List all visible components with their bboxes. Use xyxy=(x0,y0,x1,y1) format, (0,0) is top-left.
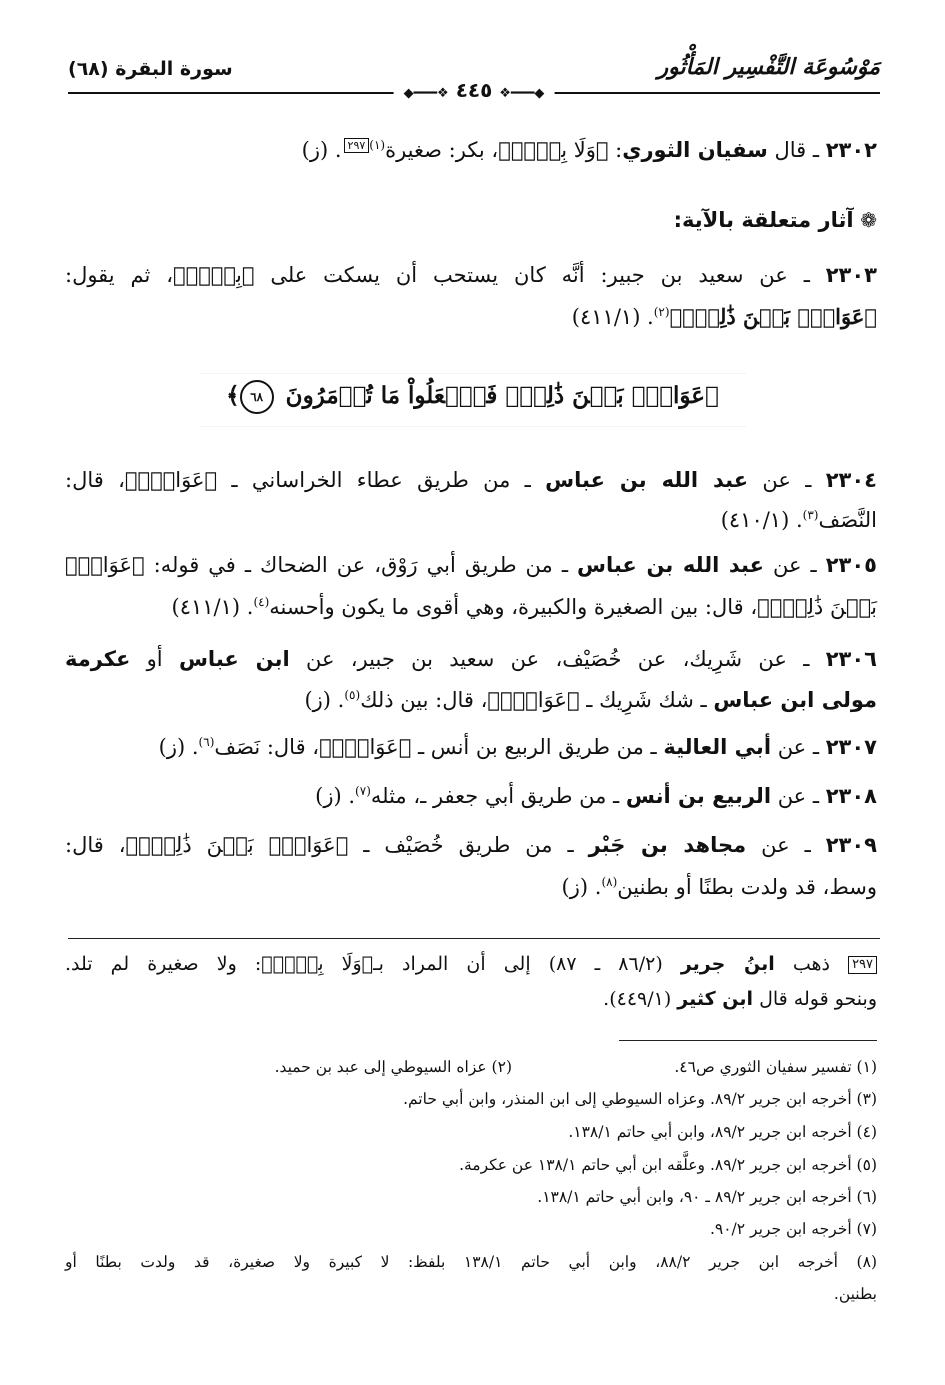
narrator-name: مجاهد بن جَبْر xyxy=(588,833,747,857)
footnote-ref[interactable]: (٤) xyxy=(253,595,270,609)
ornament-icon: ❖━━━◆ xyxy=(403,86,449,101)
text: ـ من طريق الربيع بن أنس ـ ﴿عَوَانُۢ﴾، قال: نَصَف xyxy=(214,735,664,759)
paragraph-2309-line2 xyxy=(65,870,877,904)
footnote-ref[interactable]: (٣) xyxy=(802,508,819,522)
text: وسط، قد ولدت بطنًا أو بطنين xyxy=(617,875,877,899)
entry-number: ٢٣٠٢ xyxy=(825,138,877,162)
paragraph-2302 xyxy=(65,133,877,167)
narrator-name: الربيع بن أنس xyxy=(625,784,772,808)
text: ـ عن xyxy=(771,735,826,759)
page-number: ٤٤٥ xyxy=(455,78,493,102)
text: . (ز) xyxy=(315,784,356,808)
text: ـ عن xyxy=(763,553,826,577)
narrator-name: عبد الله بن عباس xyxy=(545,468,749,492)
text: ـ من طريق أبي جعفر ـ، مثله xyxy=(370,784,626,808)
text: . (ز) xyxy=(561,875,602,899)
quran-verse xyxy=(0,380,945,414)
footnote-ref[interactable]: (١) xyxy=(369,138,386,152)
verse-close: ﴾ xyxy=(226,382,240,409)
text: . (ز) xyxy=(301,138,342,162)
paragraph-2304-line2 xyxy=(65,503,877,537)
text: ـ عن سعيد بن جبير: أنَّه كان يستحب أن يسكت على ﴿بِكۡرٞ﴾، ثم يقول: xyxy=(65,263,826,287)
scholar-name: ابنُ جرير xyxy=(680,953,775,975)
paragraph-2305-line2 xyxy=(65,590,877,624)
ornament-icon: ◆━━━❖ xyxy=(499,86,545,101)
narrator-name: عبد الله بن عباس xyxy=(577,553,764,577)
footnote-5: (٥) أخرجه ابن جرير ٨٩/٢. وعلَّقه ابن أبي حاتم ١٣٨/١ عن عكرمة. xyxy=(459,1156,877,1174)
footnote-4: (٤) أخرجه ابن جرير ٨٩/٢، وابن أبي حاتم ١٣٨/١. xyxy=(568,1123,877,1141)
narrator-name: ابن عباس xyxy=(178,647,290,671)
paragraph-2306-line2 xyxy=(65,683,877,717)
ayah-number-icon: ٦٨ xyxy=(240,380,274,414)
text: (٤٤٩/١). xyxy=(603,988,678,1010)
text: ـ من طريق خُصَيْف ـ ﴿عَوَانُۢ بَيۡنَ ذَٰلِكَۖ﴾، قال: xyxy=(65,833,589,857)
paragraph-2309-line1 xyxy=(65,828,877,862)
footnote-8: (٨) أخرجه ابن جرير ٨٨/٢، وابن أبي حاتم ١٣٨/١ بلفظ: لا كبيرة ولا صغيرة، قد ولدت بطنًا أو xyxy=(65,1253,877,1271)
text: أو xyxy=(130,647,179,671)
narrator-name: عكرمة xyxy=(65,647,131,671)
paragraph-2303-line2 xyxy=(65,300,877,334)
text: . (ز) xyxy=(304,688,345,712)
footnote-1: (١) تفسير سفيان الثوري ص٤٦. xyxy=(674,1058,877,1076)
entry-number: ٢٣٠٦ xyxy=(825,647,877,671)
paragraph-2305-line1 xyxy=(65,548,877,582)
text: ـ عن xyxy=(748,468,826,492)
scholar-name: ابن كثير xyxy=(677,988,754,1010)
paragraph-2304-line1 xyxy=(65,463,877,497)
text: ـ قال xyxy=(767,138,826,162)
page-header xyxy=(68,52,880,112)
athar-heading xyxy=(65,203,877,237)
paragraph-2306-line1 xyxy=(65,642,877,676)
entry-number: ٢٣٠٧ xyxy=(825,735,877,759)
text: . (ز) xyxy=(158,735,199,759)
text: النَّصَف xyxy=(818,508,877,532)
paragraph-2308 xyxy=(65,779,877,813)
narrator-name: أبي العالية xyxy=(663,735,772,759)
paragraph-2307 xyxy=(65,730,877,764)
footnote-ref[interactable]: (٧) xyxy=(355,784,371,798)
text: . (٤١١/١) xyxy=(171,595,254,619)
paragraph-2303-line1 xyxy=(65,258,877,292)
text: : ﴿وَلَا بِكۡرٞ﴾، بكر: صغيرة xyxy=(385,138,623,162)
side-note-line1 xyxy=(65,947,877,981)
footnote-ref[interactable]: (٨) xyxy=(601,875,618,889)
text: ـ عن شَرِيك، عن خُصَيْف، عن سعيد بن جبير، عن xyxy=(289,647,826,671)
entry-number: ٢٣٠٤ xyxy=(825,468,877,492)
side-note-line2 xyxy=(65,982,877,1016)
entry-number: ٢٣٠٨ xyxy=(825,784,877,808)
quran-quote: ﴿عَوَانُۢ بَيۡنَ ذَٰلِكَۖ﴾ xyxy=(669,304,877,329)
text: ـ عن xyxy=(746,833,826,857)
book-title: مَوْسُوعَة التَّفْسِير المَأْثُور xyxy=(657,54,880,80)
text: ـ عن xyxy=(771,784,826,808)
text: ـ من طريق عطاء الخراساني ـ ﴿عَوَانُۢ﴾، قال: xyxy=(65,468,546,492)
note-box-ref[interactable]: ٢٩٧ xyxy=(344,138,370,153)
text: (٨٦/٢ ـ ٨٧) إلى أن المراد بـ﴿وَلَا بِكۡرٞ﴾: ولا صغيرة لم تلد. xyxy=(65,953,681,975)
text: وبنحو قوله قال xyxy=(753,988,877,1010)
text: ـ من طريق أبي رَوْق، عن الضحاك ـ في قوله: ﴿عَوَانُۢ xyxy=(65,553,577,577)
text: ذهب xyxy=(774,953,849,975)
text: بَيۡنَ ذَٰلِكَۖ﴾، قال: بين الصغيرة والكبيرة، وهي أقوى ما يكون وأحسنه xyxy=(269,595,877,619)
narrator-name: مولى ابن عباس xyxy=(713,688,877,712)
entry-number: ٢٣٠٩ xyxy=(825,833,878,857)
footnote-2: (٢) عزاه السيوطي إلى عبد بن حميد. xyxy=(274,1058,512,1076)
page-number-block xyxy=(394,78,555,102)
surah-name: سورة البقرة (٦٨) xyxy=(68,58,233,80)
text: ـ شك شَرِيك ـ ﴿عَوَانُۢ﴾، قال: بين ذلك xyxy=(360,688,714,712)
note-box-label: ٢٩٧ xyxy=(848,956,877,974)
footnote-6: (٦) أخرجه ابن جرير ٨٩/٢ ـ ٩٠، وابن أبي حاتم ١٣٨/١. xyxy=(537,1188,877,1206)
entry-number: ٢٣٠٥ xyxy=(825,553,878,577)
entry-number: ٢٣٠٣ xyxy=(825,263,877,287)
text: . (٤١٠/١) xyxy=(720,508,803,532)
side-note-rule xyxy=(68,938,880,939)
footnote-row-1 xyxy=(65,1055,877,1079)
footnotes-rule xyxy=(619,1040,877,1041)
section-heading: آثار متعلقة بالآية: xyxy=(673,208,854,232)
text: . (٤١١/١) xyxy=(571,305,654,329)
footnote-ref[interactable]: (٥) xyxy=(344,688,361,702)
footnote-8-cont: بطنين. xyxy=(833,1285,877,1303)
footnote-ref[interactable]: (٢) xyxy=(653,305,670,319)
flower-icon: ❁ xyxy=(860,208,877,232)
footnote-3: (٣) أخرجه ابن جرير ٨٩/٢. وعزاه السيوطي إلى ابن المنذر، وابن أبي حاتم. xyxy=(403,1090,877,1108)
narrator-name: سفيان الثوري xyxy=(622,138,768,162)
verse-text: ﴿عَوَانُۢ بَيۡنَ ذَٰلِكَۖ فَٱفۡعَلُواْ مَا تُؤۡمَرُونَ xyxy=(285,382,719,409)
footnote-ref[interactable]: (٦) xyxy=(198,735,215,749)
footnote-7: (٧) أخرجه ابن جرير ٩٠/٢. xyxy=(709,1220,877,1238)
